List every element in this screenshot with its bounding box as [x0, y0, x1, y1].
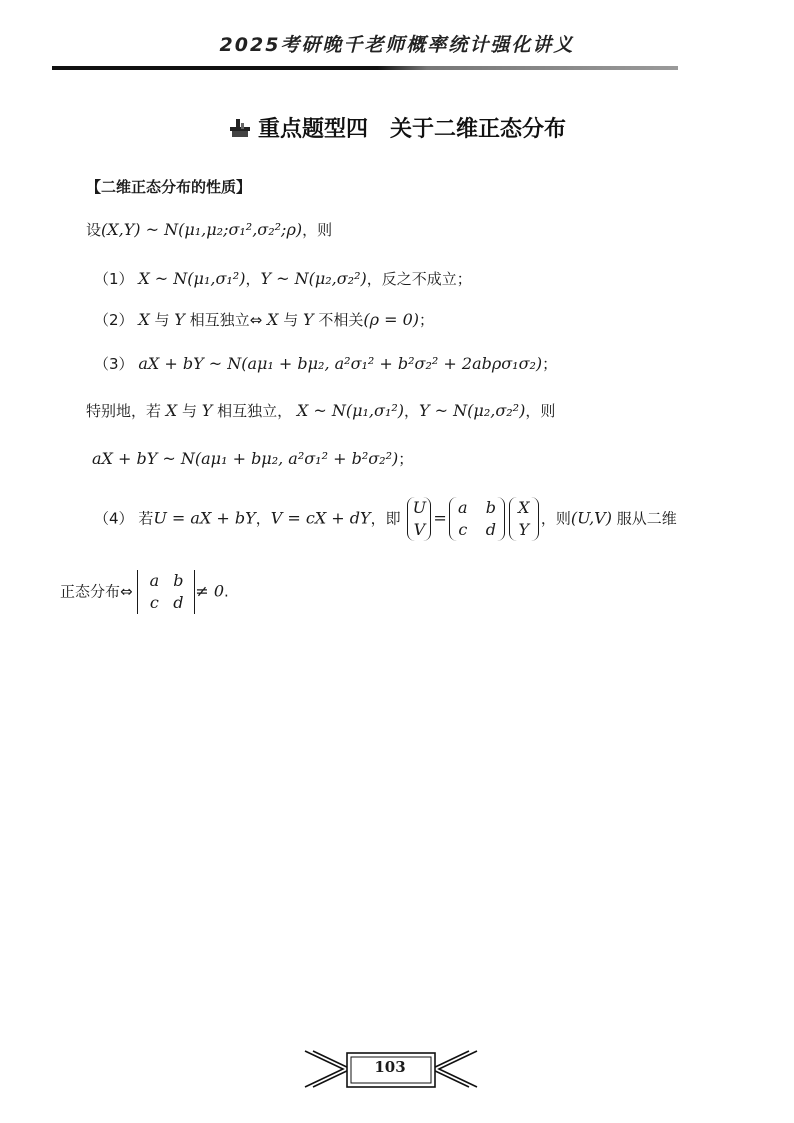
property-2-t2: 相互独立 — [189, 311, 250, 329]
intro-prefix: 设 — [86, 221, 102, 239]
property-4-t4: 服从二维 — [616, 509, 677, 528]
property-2-t3: 与 — [283, 311, 299, 329]
special-case-formula: aX + bY ~ N(aμ₁ + bμ₂, a²σ₁² + b²σ₂²) — [92, 449, 399, 468]
special-case-line — [86, 400, 555, 422]
vector-uv-u: U — [412, 498, 427, 517]
property-4-num: （4） — [94, 509, 134, 528]
property-2-x1: X — [138, 310, 150, 329]
property-3-formula: aX + bY ~ N(aμ₁ + bμ₂, a²σ₁² + b²σ₂² + 2abρσ₁σ₂) — [138, 354, 543, 373]
intro-suffix: ，则 — [302, 221, 333, 239]
conclusion-t1: 正态分布 — [60, 582, 121, 601]
special-formula-x: X ~ N(μ₁,σ₁²) — [296, 401, 405, 420]
property-2-num: （2） — [94, 311, 134, 329]
conclusion-end: . — [224, 582, 229, 601]
property-3-end: ； — [542, 355, 558, 373]
property-3-num: （3） — [94, 355, 134, 373]
header-title: 2025考研晚千老师概率统计强化讲义 — [219, 34, 575, 56]
special-t2: 与 — [181, 402, 197, 420]
property-4-t1: 若 — [138, 509, 154, 528]
property-2 — [94, 309, 434, 331]
conclusion-line — [60, 570, 229, 614]
intro-formula: (X,Y) ~ N(μ₁,μ₂;σ₁²,σ₂²;ρ) — [101, 220, 303, 239]
property-1 — [94, 268, 472, 290]
property-3 — [94, 353, 557, 375]
det-b: b — [173, 571, 184, 590]
det-c: c — [149, 593, 159, 612]
det-d: d — [173, 593, 184, 612]
special-t1: 特别地，若 — [86, 402, 162, 420]
property-2-y1: Y — [174, 310, 185, 329]
property-1-formula-x: X ~ N(μ₁,σ₁²) — [138, 269, 246, 288]
matrix-b: b — [485, 498, 496, 517]
vector-xy-y: Y — [518, 520, 530, 539]
property-2-y2: Y — [302, 310, 314, 329]
special-x: X — [165, 401, 178, 420]
property-1-sep: ， — [245, 270, 261, 288]
matrix-a: a — [458, 498, 468, 517]
special-case-end: ； — [398, 450, 414, 468]
section-title-text: 重点题型四 关于二维正态分布 — [257, 117, 566, 142]
conclusion-iff: ⇔ — [120, 582, 133, 601]
determinant — [137, 570, 195, 614]
page-number: 103 — [374, 1058, 406, 1076]
det-a: a — [149, 571, 160, 590]
property-2-iff: ⇔ — [249, 311, 263, 329]
vector-uv-v: V — [413, 520, 426, 539]
intro-line — [86, 219, 332, 241]
properties-subhead: 【二维正态分布的性质】 — [86, 178, 252, 196]
property-4-formula-v: V = cX + dY — [270, 508, 371, 528]
special-case-formula-line — [92, 448, 413, 470]
property-4-t2: ，即 — [370, 509, 401, 528]
matrix-c: c — [458, 520, 468, 539]
property-4-sep: ， — [255, 509, 271, 528]
special-formula-y: Y ~ N(μ₂,σ₂²) — [419, 401, 526, 420]
property-4-formula-uv: (U,V) — [570, 508, 612, 528]
special-t3: 相互独立， — [217, 402, 293, 420]
matrix-d: d — [485, 520, 496, 539]
property-2-formula: (ρ = 0) — [363, 310, 419, 329]
special-t4: ，则 — [525, 402, 556, 420]
vector-xy-x: X — [518, 498, 530, 517]
property-1-num: （1） — [94, 270, 134, 288]
vector-xy — [509, 497, 539, 541]
special-y: Y — [201, 401, 213, 420]
conclusion-neq: ≠ 0 — [195, 581, 225, 601]
property-4 — [94, 497, 677, 541]
coefficient-matrix — [449, 497, 505, 541]
header-rule — [52, 66, 678, 70]
property-2-t1: 与 — [154, 311, 170, 329]
property-4-t3: ，则 — [540, 509, 571, 528]
property-2-t4: 不相关 — [318, 311, 364, 329]
property-2-end: ； — [419, 311, 435, 329]
matrix-equals: = — [433, 508, 447, 528]
property-1-formula-y: Y ~ N(μ₂,σ₂²) — [260, 269, 367, 288]
property-4-formula-u: U = aX + bY — [153, 508, 256, 528]
hand-pointer-icon — [228, 118, 252, 138]
vector-uv — [407, 497, 431, 541]
property-1-text: ，反之不成立； — [366, 270, 472, 288]
special-sep: ， — [404, 402, 420, 420]
section-title — [0, 112, 794, 143]
property-2-x2: X — [267, 310, 279, 329]
